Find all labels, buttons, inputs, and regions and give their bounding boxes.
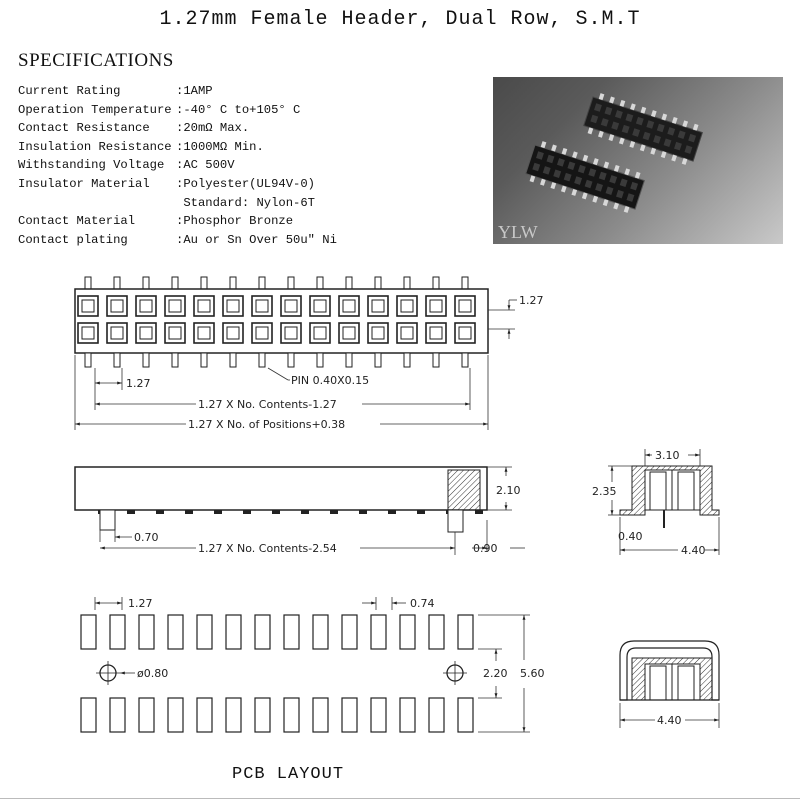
contact-cell-inner — [430, 300, 442, 312]
pcb-pad-lower — [371, 698, 386, 732]
side-contents-label: 1.27 X No. Contents-2.54 — [198, 542, 337, 555]
pcb-pad-upper — [226, 615, 241, 649]
top-row-pitch-label: 1.27 — [519, 294, 544, 307]
pcb-pad-upper — [429, 615, 444, 649]
pcb-pad-upper — [371, 615, 386, 649]
spec-value: :-40° C to+105° C — [176, 102, 301, 117]
pcb-pad-upper — [110, 615, 125, 649]
pcb-row-spacing-label: 2.20 — [483, 667, 508, 680]
pcb-pad-upper — [139, 615, 154, 649]
spec-label: Contact Material — [18, 214, 136, 229]
contact-cell-inner — [198, 327, 210, 339]
lower-pin — [172, 353, 178, 367]
side-view-section — [448, 470, 480, 510]
contact-cell-inner — [227, 300, 239, 312]
spec-value: :20mΩ Max. — [176, 121, 250, 136]
lower-pin — [346, 353, 352, 367]
lower-pin — [433, 353, 439, 367]
contact-cell-inner — [256, 300, 268, 312]
contact-cell-inner — [343, 300, 355, 312]
spec-label: Insulator Material — [18, 176, 150, 191]
end-view — [592, 449, 719, 557]
side-pin — [243, 510, 251, 514]
contact-cell-inner — [256, 327, 268, 339]
upper-pin — [143, 277, 149, 290]
contact-cell-inner — [285, 300, 297, 312]
contact-cell-inner — [314, 327, 326, 339]
side-pin — [417, 510, 425, 514]
lower-pin — [143, 353, 149, 367]
side-view-pins — [98, 510, 483, 532]
pcb-pad-lower — [429, 698, 444, 732]
lower-pin — [259, 353, 265, 367]
contact-cell-inner — [198, 300, 210, 312]
contact-cell-inner — [401, 300, 413, 312]
drawing-title: 1.27mm Female Header, Dual Row, S.M.T — [159, 8, 641, 31]
contact-cell-inner — [314, 300, 326, 312]
pcb-pad-lower — [139, 698, 154, 732]
pcb-pad-lower — [110, 698, 125, 732]
spec-label: Contact Resistance — [18, 121, 150, 136]
photo-watermark: YLW — [498, 222, 538, 242]
top-pitch-label: 1.27 — [126, 377, 151, 390]
contact-cell-inner — [343, 327, 355, 339]
specifications-heading: SPECIFICATIONS — [18, 50, 174, 71]
top-view — [75, 277, 544, 431]
pcb-pad-upper — [458, 615, 473, 649]
contact-cell-inner — [227, 327, 239, 339]
spec-value: :Polyester(UL94V-0) — [176, 176, 315, 191]
spec-value: :1AMP — [176, 84, 213, 98]
pcb-pad-upper — [342, 615, 357, 649]
pcb-layout-caption: PCB LAYOUT — [232, 765, 345, 784]
side-pin — [330, 510, 338, 514]
pcb-pad-lower — [342, 698, 357, 732]
contact-cell-inner — [372, 327, 384, 339]
spec-value: :Phosphor Bronze — [176, 214, 294, 229]
pcb-pad-upper — [255, 615, 270, 649]
spec-value: Standard: Nylon-6T — [176, 195, 315, 210]
pcb-pad-lower — [284, 698, 299, 732]
end-pin-offset-label: 0.40 — [618, 530, 643, 543]
lower-pin — [375, 353, 381, 367]
pcb-pad-lower — [197, 698, 212, 732]
side-height-label: 2.10 — [496, 484, 521, 497]
lower-pin — [230, 353, 236, 367]
side-peg-left — [100, 510, 115, 530]
end-height-label: 2.35 — [592, 485, 617, 498]
pcb-total-label: 5.60 — [520, 667, 545, 680]
side-pin — [156, 510, 164, 514]
contact-cell-inner — [111, 300, 123, 312]
spec-value: :1000MΩ Min. — [176, 139, 264, 154]
lower-pin — [288, 353, 294, 367]
side-left-offset-label: 0.70 — [134, 531, 159, 544]
pcb-pad-lower — [81, 698, 96, 732]
side-right-offset-label: 0.90 — [473, 542, 498, 555]
top-view-upper-pins — [85, 277, 468, 290]
upper-pin — [433, 277, 439, 290]
contact-cell-inner — [140, 327, 152, 339]
side-view — [75, 467, 525, 555]
upper-pin — [85, 277, 91, 290]
end-view-mated — [620, 641, 719, 728]
side-view-housing — [75, 467, 487, 510]
upper-pin — [317, 277, 323, 290]
upper-pin — [259, 277, 265, 290]
pcb-pad-width-label: 0.74 — [410, 597, 435, 610]
upper-pin — [462, 277, 468, 290]
pcb-pad-lower — [226, 698, 241, 732]
spec-label: Operation Temperature — [18, 102, 172, 117]
lower-pin — [462, 353, 468, 367]
contact-cell-inner — [459, 300, 471, 312]
end-top-width-label: 3.10 — [655, 449, 680, 462]
pcb-pad-upper — [313, 615, 328, 649]
upper-pin — [172, 277, 178, 290]
lower-pin — [114, 353, 120, 367]
contact-cell-inner — [169, 327, 181, 339]
pcb-pad-upper — [400, 615, 415, 649]
side-peg-right — [448, 510, 463, 532]
contact-cell-inner — [169, 300, 181, 312]
spec-label: Insulation Resistance — [18, 139, 172, 154]
contact-cell-inner — [285, 327, 297, 339]
spec-value: :Au or Sn Over 50u" Ni — [176, 232, 337, 247]
top-positions-label: 1.27 X No. of Positions+0.38 — [188, 418, 346, 431]
side-pin — [214, 510, 222, 514]
lower-pin — [404, 353, 410, 367]
pcb-pad-lower — [255, 698, 270, 732]
side-pin — [301, 510, 309, 514]
pcb-pad-lower — [400, 698, 415, 732]
pcb-pad-upper — [197, 615, 212, 649]
side-pin — [475, 510, 483, 514]
side-pin — [127, 510, 135, 514]
spec-label: Withstanding Voltage — [18, 158, 165, 173]
spec-value: :AC 500V — [176, 158, 235, 173]
contact-cell-inner — [459, 327, 471, 339]
pcb-pitch-label: 1.27 — [128, 597, 153, 610]
pin-size-label: PIN 0.40X0.15 — [291, 374, 370, 387]
pcb-pad-lower — [313, 698, 328, 732]
upper-pin — [230, 277, 236, 290]
contact-cell-inner — [82, 300, 94, 312]
pcb-pad-lower — [168, 698, 183, 732]
pcb-pad-upper — [168, 615, 183, 649]
top-contents-label: 1.27 X No. Contents-1.27 — [198, 398, 337, 411]
top-view-lower-pins — [85, 353, 468, 367]
lower-pin — [201, 353, 207, 367]
end2-width-label: 4.40 — [657, 714, 682, 727]
upper-pin — [288, 277, 294, 290]
contact-cell-inner — [140, 300, 152, 312]
end-width-label: 4.40 — [681, 544, 706, 557]
pcb-pad-upper — [284, 615, 299, 649]
lower-pin — [317, 353, 323, 367]
pcb-pad-lower — [458, 698, 473, 732]
pcb-hole-label: ø0.80 — [137, 667, 169, 680]
contact-cell-inner — [430, 327, 442, 339]
upper-pin — [404, 277, 410, 290]
upper-pin — [114, 277, 120, 290]
pcb-layout — [81, 597, 545, 732]
pcb-pad-upper — [81, 615, 96, 649]
upper-pin — [375, 277, 381, 290]
contact-cell-inner — [372, 300, 384, 312]
spec-label: Current Rating — [18, 84, 121, 98]
contact-cell-inner — [401, 327, 413, 339]
upper-pin — [346, 277, 352, 290]
side-pin — [359, 510, 367, 514]
side-pin — [272, 510, 280, 514]
contact-cell-inner — [111, 327, 123, 339]
side-pin — [185, 510, 193, 514]
spec-label: Contact plating — [18, 232, 128, 247]
contact-cell-inner — [82, 327, 94, 339]
footer-divider — [0, 798, 800, 799]
lower-pin — [85, 353, 91, 367]
side-pin — [388, 510, 396, 514]
upper-pin — [201, 277, 207, 290]
